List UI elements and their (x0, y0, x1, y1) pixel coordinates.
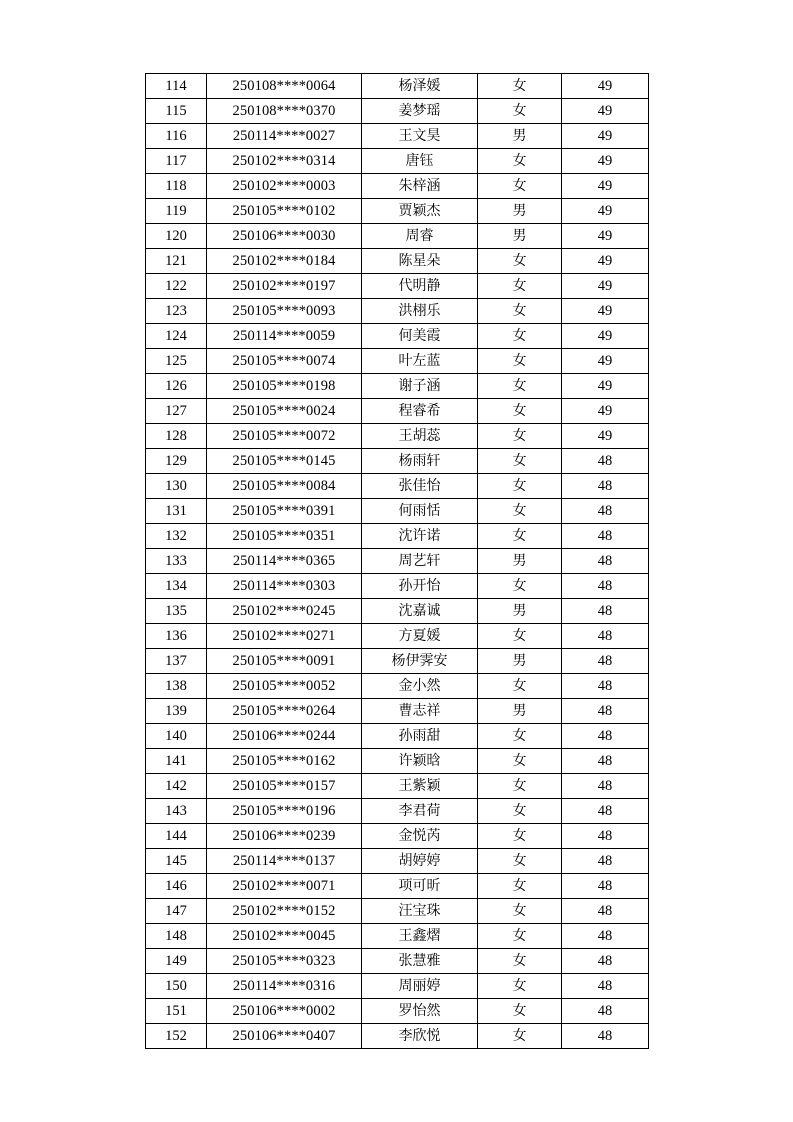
student-name-cell: 何美霞 (362, 324, 478, 349)
score-cell: 48 (562, 499, 649, 524)
gender-cell: 女 (478, 999, 562, 1024)
score-cell: 49 (562, 399, 649, 424)
score-cell: 48 (562, 549, 649, 574)
candidate-id-cell: 250105****0157 (207, 774, 362, 799)
gender-cell: 女 (478, 274, 562, 299)
student-name-cell: 王紫颖 (362, 774, 478, 799)
score-cell: 49 (562, 274, 649, 299)
candidate-id-cell: 250106****0407 (207, 1024, 362, 1049)
gender-cell: 女 (478, 374, 562, 399)
student-name-cell: 周睿 (362, 224, 478, 249)
row-number-cell: 150 (146, 974, 207, 999)
gender-cell: 女 (478, 924, 562, 949)
table-row (146, 274, 649, 299)
row-number-cell: 119 (146, 199, 207, 224)
score-cell: 48 (562, 599, 649, 624)
student-name-cell: 金小然 (362, 674, 478, 699)
table-row (146, 124, 649, 149)
table-row (146, 349, 649, 374)
table-row (146, 299, 649, 324)
row-number-cell: 124 (146, 324, 207, 349)
gender-cell: 女 (478, 724, 562, 749)
score-cell: 48 (562, 974, 649, 999)
gender-cell: 女 (478, 574, 562, 599)
gender-cell: 女 (478, 424, 562, 449)
candidate-id-cell: 250114****0027 (207, 124, 362, 149)
student-name-cell: 唐钰 (362, 149, 478, 174)
candidate-id-cell: 250114****0137 (207, 849, 362, 874)
student-name-cell: 沈许诺 (362, 524, 478, 549)
candidate-id-cell: 250102****0245 (207, 599, 362, 624)
candidate-id-cell: 250108****0064 (207, 74, 362, 99)
gender-cell: 女 (478, 99, 562, 124)
gender-cell: 女 (478, 799, 562, 824)
table-row (146, 724, 649, 749)
candidate-id-cell: 250102****0271 (207, 624, 362, 649)
student-name-cell: 杨伊霁安 (362, 649, 478, 674)
gender-cell: 女 (478, 749, 562, 774)
row-number-cell: 115 (146, 99, 207, 124)
student-name-cell: 杨雨轩 (362, 449, 478, 474)
gender-cell: 女 (478, 849, 562, 874)
student-name-cell: 王文昊 (362, 124, 478, 149)
score-cell: 48 (562, 899, 649, 924)
row-number-cell: 132 (146, 524, 207, 549)
gender-cell: 女 (478, 824, 562, 849)
candidate-id-cell: 250106****0030 (207, 224, 362, 249)
student-name-cell: 何雨恬 (362, 499, 478, 524)
score-cell: 48 (562, 574, 649, 599)
row-number-cell: 143 (146, 799, 207, 824)
row-number-cell: 146 (146, 874, 207, 899)
score-cell: 48 (562, 999, 649, 1024)
candidate-id-cell: 250105****0091 (207, 649, 362, 674)
student-name-cell: 程睿希 (362, 399, 478, 424)
gender-cell: 女 (478, 899, 562, 924)
gender-cell: 女 (478, 524, 562, 549)
table-row (146, 149, 649, 174)
candidate-id-cell: 250105****0084 (207, 474, 362, 499)
row-number-cell: 126 (146, 374, 207, 399)
gender-cell: 女 (478, 1024, 562, 1049)
gender-cell: 女 (478, 499, 562, 524)
student-name-cell: 姜梦瑶 (362, 99, 478, 124)
score-cell: 48 (562, 949, 649, 974)
candidate-id-cell: 250114****0303 (207, 574, 362, 599)
candidate-id-cell: 250106****0002 (207, 999, 362, 1024)
table-row (146, 874, 649, 899)
student-name-cell: 张佳怡 (362, 474, 478, 499)
gender-cell: 女 (478, 474, 562, 499)
student-name-cell: 沈嘉诚 (362, 599, 478, 624)
table-row (146, 924, 649, 949)
candidate-id-cell: 250102****0071 (207, 874, 362, 899)
student-name-cell: 洪栩乐 (362, 299, 478, 324)
row-number-cell: 120 (146, 224, 207, 249)
table-row (146, 749, 649, 774)
ranking-table (145, 73, 649, 1049)
row-number-cell: 139 (146, 699, 207, 724)
row-number-cell: 144 (146, 824, 207, 849)
row-number-cell: 117 (146, 149, 207, 174)
table-row (146, 99, 649, 124)
table-row (146, 499, 649, 524)
candidate-id-cell: 250105****0351 (207, 524, 362, 549)
candidate-id-cell: 250105****0196 (207, 799, 362, 824)
score-cell: 48 (562, 474, 649, 499)
gender-cell: 女 (478, 299, 562, 324)
table-row (146, 849, 649, 874)
row-number-cell: 148 (146, 924, 207, 949)
row-number-cell: 152 (146, 1024, 207, 1049)
gender-cell: 男 (478, 224, 562, 249)
table-row (146, 799, 649, 824)
gender-cell: 女 (478, 174, 562, 199)
score-cell: 49 (562, 224, 649, 249)
candidate-id-cell: 250102****0003 (207, 174, 362, 199)
gender-cell: 女 (478, 249, 562, 274)
student-name-cell: 王鑫熠 (362, 924, 478, 949)
gender-cell: 女 (478, 624, 562, 649)
student-name-cell: 胡婷婷 (362, 849, 478, 874)
gender-cell: 女 (478, 349, 562, 374)
student-name-cell: 孙雨甜 (362, 724, 478, 749)
score-cell: 49 (562, 124, 649, 149)
score-cell: 49 (562, 374, 649, 399)
table-row (146, 74, 649, 99)
candidate-id-cell: 250105****0102 (207, 199, 362, 224)
gender-cell: 男 (478, 649, 562, 674)
row-number-cell: 137 (146, 649, 207, 674)
student-name-cell: 王胡蕊 (362, 424, 478, 449)
table-body (146, 74, 649, 1049)
row-number-cell: 125 (146, 349, 207, 374)
candidate-id-cell: 250105****0074 (207, 349, 362, 374)
score-cell: 48 (562, 1024, 649, 1049)
gender-cell: 女 (478, 324, 562, 349)
score-cell: 49 (562, 74, 649, 99)
table-row (146, 999, 649, 1024)
score-cell: 49 (562, 174, 649, 199)
row-number-cell: 136 (146, 624, 207, 649)
student-name-cell: 曹志祥 (362, 699, 478, 724)
score-cell: 49 (562, 299, 649, 324)
candidate-id-cell: 250105****0072 (207, 424, 362, 449)
row-number-cell: 140 (146, 724, 207, 749)
candidate-id-cell: 250108****0370 (207, 99, 362, 124)
score-cell: 48 (562, 674, 649, 699)
student-name-cell: 项可昕 (362, 874, 478, 899)
row-number-cell: 122 (146, 274, 207, 299)
score-cell: 49 (562, 199, 649, 224)
score-cell: 48 (562, 774, 649, 799)
gender-cell: 女 (478, 974, 562, 999)
score-cell: 49 (562, 249, 649, 274)
table-row (146, 1024, 649, 1049)
row-number-cell: 149 (146, 949, 207, 974)
candidate-id-cell: 250105****0024 (207, 399, 362, 424)
candidate-id-cell: 250105****0052 (207, 674, 362, 699)
table-row (146, 674, 649, 699)
candidate-id-cell: 250102****0197 (207, 274, 362, 299)
student-name-cell: 贾颖杰 (362, 199, 478, 224)
row-number-cell: 147 (146, 899, 207, 924)
table-row (146, 199, 649, 224)
table-row (146, 549, 649, 574)
row-number-cell: 133 (146, 549, 207, 574)
gender-cell: 女 (478, 399, 562, 424)
row-number-cell: 141 (146, 749, 207, 774)
candidate-id-cell: 250114****0316 (207, 974, 362, 999)
student-name-cell: 孙开怡 (362, 574, 478, 599)
row-number-cell: 128 (146, 424, 207, 449)
candidate-id-cell: 250105****0093 (207, 299, 362, 324)
student-name-cell: 叶左蓝 (362, 349, 478, 374)
gender-cell: 男 (478, 124, 562, 149)
student-name-cell: 陈星朵 (362, 249, 478, 274)
table-row (146, 224, 649, 249)
row-number-cell: 135 (146, 599, 207, 624)
gender-cell: 女 (478, 449, 562, 474)
score-cell: 49 (562, 99, 649, 124)
gender-cell: 女 (478, 149, 562, 174)
row-number-cell: 134 (146, 574, 207, 599)
row-number-cell: 151 (146, 999, 207, 1024)
candidate-id-cell: 250105****0323 (207, 949, 362, 974)
candidate-id-cell: 250106****0244 (207, 724, 362, 749)
student-name-cell: 杨泽媛 (362, 74, 478, 99)
row-number-cell: 118 (146, 174, 207, 199)
score-cell: 49 (562, 324, 649, 349)
gender-cell: 女 (478, 74, 562, 99)
student-name-cell: 方夏媛 (362, 624, 478, 649)
table-row (146, 449, 649, 474)
score-cell: 48 (562, 449, 649, 474)
student-name-cell: 许颖晗 (362, 749, 478, 774)
candidate-id-cell: 250105****0162 (207, 749, 362, 774)
table-row (146, 574, 649, 599)
score-cell: 49 (562, 349, 649, 374)
candidate-id-cell: 250106****0239 (207, 824, 362, 849)
candidate-id-cell: 250102****0152 (207, 899, 362, 924)
table-row (146, 324, 649, 349)
student-name-cell: 张慧雅 (362, 949, 478, 974)
candidate-id-cell: 250105****0198 (207, 374, 362, 399)
student-name-cell: 周丽婷 (362, 974, 478, 999)
gender-cell: 男 (478, 599, 562, 624)
student-name-cell: 李欣悦 (362, 1024, 478, 1049)
row-number-cell: 145 (146, 849, 207, 874)
row-number-cell: 121 (146, 249, 207, 274)
candidate-id-cell: 250105****0145 (207, 449, 362, 474)
score-cell: 48 (562, 924, 649, 949)
row-number-cell: 142 (146, 774, 207, 799)
gender-cell: 女 (478, 774, 562, 799)
score-cell: 48 (562, 524, 649, 549)
gender-cell: 男 (478, 699, 562, 724)
candidate-id-cell: 250102****0184 (207, 249, 362, 274)
student-name-cell: 汪宝珠 (362, 899, 478, 924)
candidate-id-cell: 250105****0391 (207, 499, 362, 524)
row-number-cell: 116 (146, 124, 207, 149)
candidate-id-cell: 250114****0365 (207, 549, 362, 574)
table-row (146, 774, 649, 799)
row-number-cell: 129 (146, 449, 207, 474)
row-number-cell: 114 (146, 74, 207, 99)
row-number-cell: 130 (146, 474, 207, 499)
score-cell: 48 (562, 799, 649, 824)
student-name-cell: 金悦芮 (362, 824, 478, 849)
table-row (146, 524, 649, 549)
score-cell: 48 (562, 624, 649, 649)
row-number-cell: 127 (146, 399, 207, 424)
candidate-id-cell: 250102****0045 (207, 924, 362, 949)
table-row (146, 974, 649, 999)
table-row (146, 624, 649, 649)
score-cell: 48 (562, 649, 649, 674)
table-row (146, 374, 649, 399)
student-name-cell: 代明静 (362, 274, 478, 299)
table-row (146, 474, 649, 499)
student-name-cell: 罗怡然 (362, 999, 478, 1024)
score-cell: 48 (562, 724, 649, 749)
candidate-id-cell: 250105****0264 (207, 699, 362, 724)
table-row (146, 399, 649, 424)
row-number-cell: 131 (146, 499, 207, 524)
table-row (146, 899, 649, 924)
student-name-cell: 谢子涵 (362, 374, 478, 399)
score-cell: 48 (562, 874, 649, 899)
table-row (146, 649, 649, 674)
table-row (146, 599, 649, 624)
table-row (146, 249, 649, 274)
score-cell: 48 (562, 849, 649, 874)
table-row (146, 949, 649, 974)
student-name-cell: 周艺轩 (362, 549, 478, 574)
score-cell: 48 (562, 749, 649, 774)
student-name-cell: 李君荷 (362, 799, 478, 824)
candidate-id-cell: 250114****0059 (207, 324, 362, 349)
candidate-id-cell: 250102****0314 (207, 149, 362, 174)
gender-cell: 女 (478, 874, 562, 899)
gender-cell: 男 (478, 549, 562, 574)
gender-cell: 男 (478, 199, 562, 224)
score-cell: 48 (562, 699, 649, 724)
score-cell: 49 (562, 424, 649, 449)
table-row (146, 174, 649, 199)
row-number-cell: 138 (146, 674, 207, 699)
table-row (146, 424, 649, 449)
row-number-cell: 123 (146, 299, 207, 324)
student-name-cell: 朱梓涵 (362, 174, 478, 199)
score-cell: 48 (562, 824, 649, 849)
score-cell: 49 (562, 149, 649, 174)
gender-cell: 女 (478, 674, 562, 699)
table-row (146, 824, 649, 849)
gender-cell: 女 (478, 949, 562, 974)
table-row (146, 699, 649, 724)
